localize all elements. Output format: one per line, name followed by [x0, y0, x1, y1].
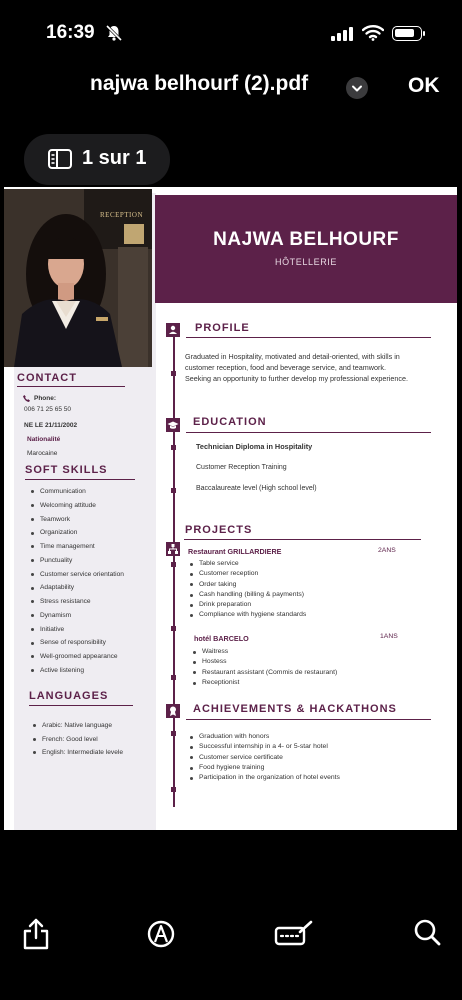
soft-skills-list [31, 485, 124, 678]
sidebar-thumbnails-icon [48, 149, 72, 169]
status-bar [0, 0, 462, 66]
sitemap-icon [166, 542, 180, 556]
timeline-dot [171, 675, 176, 680]
list-item: Welcoming attitude [31, 499, 124, 513]
phone-icon [23, 395, 30, 402]
list-item: Food hygiene training [190, 763, 340, 773]
list-item: Teamwork [31, 513, 124, 527]
list-item: Participation in the organization of hotel events [190, 773, 340, 783]
languages-heading: LANGUAGES [29, 690, 109, 702]
list-item: Successful internship in a 4- or 5-star hotel [190, 742, 340, 752]
timeline-dot [171, 445, 176, 450]
list-item: Organization [31, 526, 124, 540]
status-time: 16:39 [46, 22, 95, 43]
list-item: Customer reception [190, 569, 306, 579]
soft-skills-divider [25, 479, 135, 480]
achievements-divider [186, 719, 431, 720]
list-item: Stress resistance [31, 595, 124, 609]
wifi-icon [362, 24, 384, 41]
battery-icon [392, 26, 422, 41]
languages-list [33, 719, 123, 760]
list-item: Drink preparation [190, 600, 306, 610]
profile-line: customer reception, food and beverage service, and teamwork. [185, 363, 386, 372]
bell-muted-icon [105, 24, 123, 42]
education-divider [186, 432, 431, 433]
list-item: Order taking [190, 580, 306, 590]
contact-divider [17, 386, 125, 387]
list-item: Waitress [193, 647, 337, 657]
cellular-signal-icon [331, 27, 353, 41]
job-duration: 1ANS [380, 633, 398, 640]
markup-icon[interactable] [147, 918, 175, 948]
timeline-dot [171, 731, 176, 736]
job-tasks-list [190, 559, 306, 621]
list-item: Dynamism [31, 609, 124, 623]
timeline-line [173, 337, 175, 807]
projects-heading: PROJECTS [185, 524, 253, 536]
resume-header [155, 195, 457, 303]
list-item: Punctuality [31, 554, 124, 568]
profile-divider [186, 337, 431, 338]
list-item: Time management [31, 540, 124, 554]
resume-role: HÔTELLERIE [274, 257, 338, 267]
education-item: Technician Diploma in Hospitality [196, 442, 313, 451]
birth-date: NE LE 21/11/2002 [24, 422, 78, 429]
page-indicator-label: 1 sur 1 [82, 147, 147, 169]
list-item: Initiative [31, 623, 124, 637]
signature-icon[interactable] [274, 920, 314, 948]
education-item: Baccalaureate level (High school level) [196, 485, 317, 492]
timeline-dot [171, 562, 176, 567]
contact-heading: CONTACT [17, 372, 77, 384]
list-item: Active listening [31, 664, 124, 678]
list-item: Cash handling (billing & payments) [190, 590, 306, 600]
education-item: Customer Reception Training [196, 464, 287, 471]
list-item: Well-groomed appearance [31, 650, 124, 664]
list-item: Table service [190, 559, 306, 569]
nationality-value: Marocaine [27, 450, 58, 457]
profile-line: Graduated in Hospitality, motivated and detail-oriented, with skills in [185, 352, 400, 361]
list-item: Communication [31, 485, 124, 499]
list-item: Adaptability [31, 581, 124, 595]
job-title: Restaurant GRILLARDIERE [188, 547, 282, 556]
chevron-down-icon[interactable] [346, 77, 368, 99]
list-item: Receptionist [193, 678, 337, 688]
list-item: Sense of responsibility [31, 636, 124, 650]
job-tasks-list [193, 647, 337, 688]
photo-reception-sign: RECEPTION [100, 211, 143, 219]
timeline-dot [171, 488, 176, 493]
job-duration: 2ANS [378, 547, 396, 554]
ok-button[interactable]: OK [408, 74, 440, 97]
share-icon[interactable] [22, 918, 50, 950]
list-item: Restaurant assistant (Commis de restaurant) [193, 668, 337, 678]
education-heading: EDUCATION [193, 416, 267, 428]
page-indicator[interactable] [24, 134, 170, 185]
timeline-dot [171, 787, 176, 792]
award-icon [166, 704, 180, 718]
profile-heading: PROFILE [195, 322, 250, 334]
pdf-page[interactable] [4, 187, 457, 830]
profile-photo [4, 189, 152, 367]
list-item: Customer service certificate [190, 753, 340, 763]
achievements-list [190, 732, 340, 783]
achievements-heading: ACHIEVEMENTS & HACKATHONS [193, 703, 397, 715]
profile-user-icon [166, 323, 180, 337]
timeline-dot [171, 371, 176, 376]
graduation-cap-icon [166, 418, 180, 432]
phone-value: 006 71 25 65 50 [24, 406, 71, 413]
document-title[interactable]: najwa belhourf (2).pdf [90, 72, 309, 95]
list-item: Customer service orientation [31, 568, 124, 582]
phone-label: Phone: [34, 395, 57, 402]
nationality-label: Nationalité [27, 436, 61, 443]
list-item: Arabic: Native language [33, 719, 123, 733]
list-item: English: Intermediate levele [33, 746, 123, 760]
list-item: Graduation with honors [190, 732, 340, 742]
soft-skills-heading: SOFT SKILLS [25, 464, 108, 476]
list-item: Hostess [193, 657, 337, 667]
list-item: Compliance with hygiene standards [190, 610, 306, 620]
search-icon[interactable] [413, 918, 441, 948]
job-title: hotél BARCELO [194, 634, 249, 643]
list-item: French: Good level [33, 733, 123, 747]
languages-divider [29, 705, 133, 706]
projects-divider [184, 539, 421, 540]
resume-name: NAJWA BELHOURF [213, 229, 399, 250]
timeline-dot [171, 626, 176, 631]
profile-line: Seeking an opportunity to further develop my professional experience. [185, 374, 408, 383]
